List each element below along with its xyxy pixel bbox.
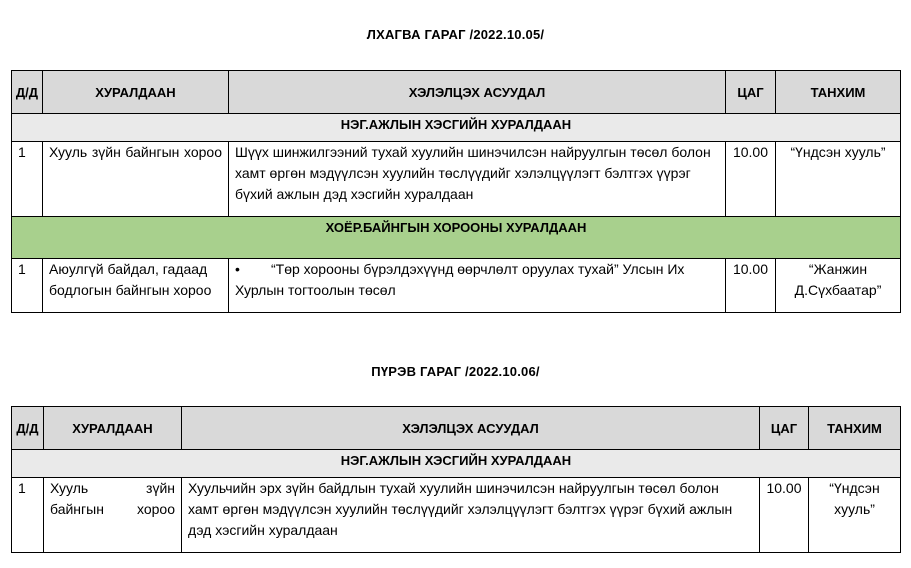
schedule-table	[11, 70, 901, 313]
row-time: 10.00	[726, 142, 776, 217]
row-meeting: Хууль зүйн байнгын хороо	[43, 142, 229, 217]
table-row	[12, 478, 901, 553]
row-num: 1	[12, 142, 43, 217]
header-topic: ХЭЛЭЛЦЭХ АСУУДАЛ	[229, 71, 726, 114]
day-title: ПҮРЭВ ГАРАГ /2022.10.06/	[371, 364, 540, 379]
row-topic: “Төр хорооны бүрэлдэхүүнд өөрчлөлт оруулах тухай” Улсын Их Хурлын тогтоолын төсөл	[235, 261, 685, 298]
header-num: Д/Д	[12, 407, 44, 450]
day-title: ЛХАГВА ГАРАГ /2022.10.05/	[366, 27, 545, 42]
row-topic: Хуульчийн эрх зүйн байдлын тухай хуулийн шинэчилсэн найруулгын төсөл болон хамт өргөн мэдүүлсэн хуулийн төслүүдийг хэлэлцүүлэгт бэлтгэх үүрэг бүхий ажлын дэд хэсгийн хуралдаан	[182, 478, 760, 553]
row-meeting: Хууль зүйн байнгын хороо	[44, 478, 182, 553]
header-row	[12, 407, 901, 450]
row-time: 10.00	[726, 259, 776, 313]
row-time: 10.00	[760, 478, 809, 553]
schedule-table	[11, 406, 901, 553]
section-title: НЭГ.АЖЛЫН ХЭСГИЙН ХУРАЛДААН	[12, 114, 901, 142]
bullet-icon: •	[235, 261, 240, 277]
section-title: НЭГ.АЖЛЫН ХЭСГИЙН ХУРАЛДААН	[12, 450, 901, 478]
table-row	[12, 142, 901, 217]
row-hall: “Үндсэн хууль”	[776, 142, 901, 217]
header-row	[12, 71, 901, 114]
header-hall: ТАНХИМ	[776, 71, 901, 114]
row-num: 1	[12, 259, 43, 313]
row-topic-cell	[229, 259, 726, 313]
section-row	[12, 114, 901, 142]
header-meeting: ХУРАЛДААН	[43, 71, 229, 114]
header-meeting: ХУРАЛДААН	[44, 407, 182, 450]
section-row	[12, 217, 901, 259]
header-topic: ХЭЛЭЛЦЭХ АСУУДАЛ	[182, 407, 760, 450]
row-hall: “Жанжин Д.Сүхбаатар”	[776, 259, 901, 313]
header-num: Д/Д	[12, 71, 43, 114]
section-title: ХОЁР.БАЙНГЫН ХОРООНЫ ХУРАЛДААН	[12, 217, 901, 259]
row-meeting: Аюулгүй байдал, гадаад бодлогын байнгын хороо	[43, 259, 229, 313]
header-hall: ТАНХИМ	[809, 407, 901, 450]
row-num: 1	[12, 478, 44, 553]
row-topic: Шүүх шинжилгээний тухай хуулийн шинэчилсэн найруулгын төсөл болон хамт өргөн мэдүүлсэн хуулийн төслүүдийг хэлэлцүүлэгт бэлтгэх үүрэг бүхий ажлын дэд хэсгийн хуралдаан	[229, 142, 726, 217]
row-hall: “Үндсэн хууль”	[809, 478, 901, 553]
header-time: ЦАГ	[726, 71, 776, 114]
section-row	[12, 450, 901, 478]
table-row	[12, 259, 901, 313]
header-time: ЦАГ	[760, 407, 809, 450]
